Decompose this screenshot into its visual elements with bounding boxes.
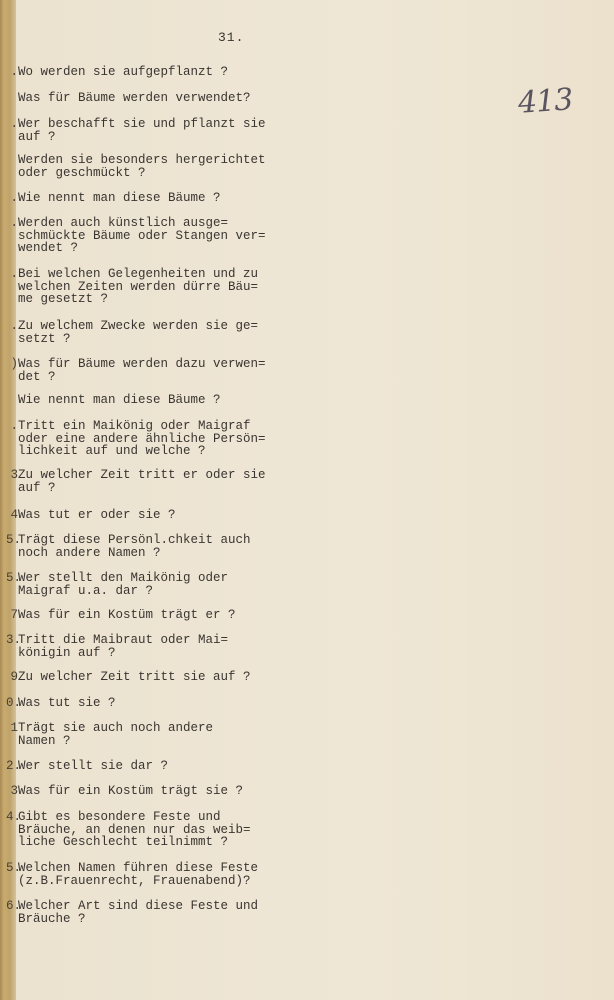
question-text (18, 722, 213, 747)
question-number: 3 (10, 784, 18, 798)
question-item (6, 217, 306, 255)
question-item (6, 760, 306, 773)
question-line: Bei welchen Gelegenheiten und zu (18, 267, 259, 281)
handwritten-archive-mark: 413 (516, 82, 574, 121)
question-item (6, 66, 306, 79)
question-number: . (10, 216, 18, 230)
question-text (18, 420, 266, 458)
question-number (6, 394, 18, 407)
question-line: Welcher Art sind diese Feste und (18, 899, 259, 913)
question-text (18, 634, 228, 659)
question-text (18, 760, 168, 773)
question-line: Bräuche, an denen nur das weib= (18, 822, 251, 837)
question-number (6, 154, 18, 179)
question-line: Was tut sie ? (18, 696, 116, 710)
question-line: oder eine andere ähnliche Persön= (18, 431, 266, 446)
question-line: auf ? (18, 129, 56, 144)
question-line: schmückte Bäume oder Stangen ver= (18, 228, 266, 243)
question-item (6, 192, 306, 205)
question-item (6, 268, 306, 306)
question-text (18, 192, 221, 205)
question-line: Welchen Namen führen diese Feste (18, 861, 259, 875)
question-text (18, 671, 251, 684)
question-line: det ? (18, 369, 56, 384)
question-number (6, 92, 18, 105)
question-number: 1 (10, 721, 18, 735)
question-line: noch andere Namen ? (18, 545, 161, 560)
question-line: Gibt es besondere Feste und (18, 810, 221, 824)
question-line: Wer beschafft sie und pflanzt sie (18, 117, 266, 131)
question-text (18, 394, 221, 407)
question-text (18, 320, 258, 345)
question-text (18, 534, 251, 559)
question-line: Trägt sie auch noch andere (18, 721, 214, 735)
question-text (18, 862, 258, 887)
question-number: 5. (6, 861, 22, 875)
question-number: 3 (10, 468, 18, 482)
question-number: . (10, 65, 18, 79)
question-text (18, 154, 266, 179)
question-item (6, 722, 306, 747)
question-line: auf ? (18, 480, 56, 495)
question-item (6, 469, 306, 494)
question-number: 5. (6, 571, 22, 585)
question-number: . (10, 319, 18, 333)
question-line: Maigraf u.a. dar ? (18, 583, 154, 598)
question-text (18, 66, 228, 79)
question-line: Trägt diese Persönl.chkeit auch (18, 533, 251, 547)
question-line: lichkeit auf und welche ? (18, 444, 206, 459)
question-text (18, 509, 176, 522)
question-item (6, 320, 306, 345)
question-number: 6. (6, 899, 22, 913)
question-item (6, 92, 306, 105)
question-number: 5. (6, 533, 22, 547)
question-line: (z.B.Frauenrecht, Frauenabend)? (18, 873, 251, 888)
question-text (18, 118, 266, 143)
question-text (18, 358, 266, 383)
question-line: setzt ? (18, 331, 71, 346)
question-number: . (10, 191, 18, 205)
question-line: Tritt ein Maikönig oder Maigraf (18, 419, 251, 433)
question-item (6, 697, 306, 710)
question-number: 4. (6, 810, 22, 824)
question-item (6, 862, 306, 887)
question-number: 7 (10, 608, 18, 622)
question-line: me gesetzt ? (18, 292, 109, 307)
question-line: Wer stellt den Maikönig oder (18, 571, 229, 585)
question-text (18, 697, 116, 710)
question-number: 0. (6, 696, 22, 710)
question-item (6, 154, 306, 179)
question-item (6, 671, 306, 684)
question-item (6, 118, 306, 143)
question-number: 3. (6, 633, 22, 647)
question-item (6, 358, 306, 383)
question-line: Werden auch künstlich ausge= (18, 216, 229, 230)
question-line: Wie nennt man diese Bäume ? (18, 393, 221, 407)
question-line: Zu welcher Zeit tritt sie auf ? (18, 670, 251, 684)
question-text (18, 572, 228, 597)
question-line: Wo werden sie aufgepflanzt ? (18, 65, 229, 79)
question-line: Tritt die Maibraut oder Mai= (18, 633, 229, 647)
question-line: Namen ? (18, 733, 71, 748)
question-line: oder geschmückt ? (18, 165, 146, 180)
question-text (18, 900, 258, 925)
question-line: Zu welchem Zwecke werden sie ge= (18, 319, 259, 333)
question-item (6, 900, 306, 925)
question-line: wendet ? (18, 241, 79, 256)
question-item (6, 572, 306, 597)
question-line: Zu welcher Zeit tritt er oder sie (18, 468, 266, 482)
question-item (6, 420, 306, 458)
question-text (18, 268, 258, 306)
question-text (18, 92, 251, 105)
question-number: 4 (10, 508, 18, 522)
question-text (18, 217, 266, 255)
question-text (18, 609, 236, 622)
question-line: Wer stellt sie dar ? (18, 759, 169, 773)
question-line: Was für ein Kostüm trägt er ? (18, 608, 236, 622)
question-number: 2. (6, 759, 22, 773)
question-text (18, 469, 266, 494)
question-line: Was für ein Kostüm trägt sie ? (18, 784, 244, 798)
question-line: königin auf ? (18, 645, 116, 660)
question-item (6, 509, 306, 522)
question-item (6, 609, 306, 622)
question-line: Was für Bäume werden dazu verwen= (18, 357, 266, 371)
question-item (6, 534, 306, 559)
question-line: welchen Zeiten werden dürre Bäu= (18, 279, 259, 294)
question-line: liche Geschlecht teilnimmt ? (18, 835, 229, 850)
question-item (6, 394, 306, 407)
question-number: ) (10, 357, 18, 371)
question-number: 9 (10, 670, 18, 684)
question-line: Werden sie besonders hergerichtet (18, 153, 266, 167)
question-line: Wie nennt man diese Bäume ? (18, 191, 221, 205)
question-text (18, 811, 251, 849)
question-item (6, 634, 306, 659)
question-item (6, 811, 306, 849)
question-line: Was tut er oder sie ? (18, 508, 176, 522)
page-number: 31. (218, 30, 245, 45)
question-line: Was für Bäume werden verwendet? (18, 91, 251, 105)
question-number: . (10, 419, 18, 433)
question-number: . (10, 117, 18, 131)
question-text (18, 785, 243, 798)
question-number: . (10, 267, 18, 281)
question-item (6, 785, 306, 798)
question-line: Bräuche ? (18, 911, 86, 926)
